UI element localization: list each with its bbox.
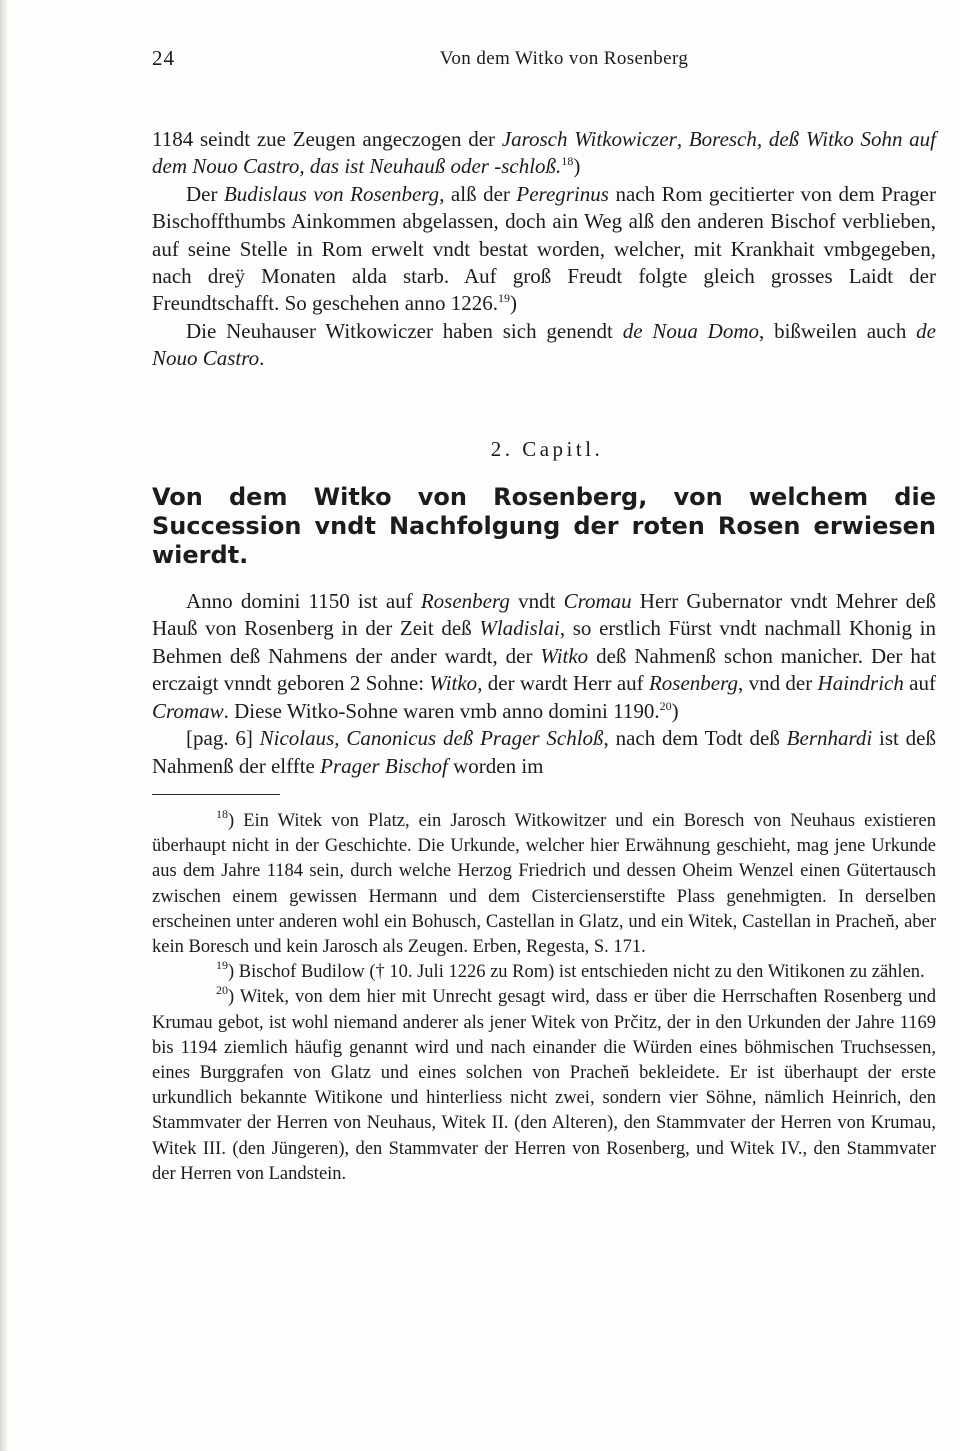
text-run: auf [903,671,936,696]
text-run: ) Ein Witek von Platz, ein Jarosch Witkowitzer und ein Boresch von Neuhaus existieren überhaupt nicht in der Geschichte. Die Urkunde, welcher hier Erwähnung geschieht, mag jene Urkunde aus dem Jahre 1184 sein, durch welche Herzog Friedrich und dessen Oheim Wenzel einen Gütertausch zwischen einem gewissen Hermann und dem Cistercienserstifte Plass genehmigten. In derselben erscheinen unter anderen wohl ein Bohusch, Castellan in Glatz, und ein Witek, Castellan in Prachen̆, aber kein Boresch und kein Jarosch als Zeugen. Erben, Regesta, S. 171. [152,810,936,957]
paragraph [152,318,936,373]
footnote-ref: 19 [216,958,228,973]
italic-run: Peregrinus [516,181,609,206]
text-run: ) Witek, von dem hier mit Unrecht gesagt wird, dass er über die Herrschaften Rosenberg und Krumau gebot, ist wohl niemand anderer als jener Witek von Prčitz, der in den Urkunden der Jahre 1169 bis 1194 ziemlich häufig genannt wird und nach einander die Würden eines böhmischen Truchsessen, eines Burggrafen von Glatz und eines solchen von Prachen̆ bekleidete. Er ist überhaupt der erste urkundlich bekannte Witikone und hinterliess nicht zwei, sondern vier Söhne, nämlich Heinrich, den Stammvater der Herren von Neuhaus, Witek II. (den Alteren), den Stammvater der Herren von Krumau, Witek III. (den Jüngeren), den Stammvater der Herren von Rosenberg, und Witek IV., den Stammvater der Herren von Landstein. [152,987,936,1184]
text-run: Die Neuhauser Witkowiczer haben sich genendt [186,318,623,343]
paragraph [152,126,936,181]
text-run: ) [510,291,518,316]
footnote-ref: 18 [561,154,574,169]
italic-run: de Nouo Castro [152,318,936,371]
text-run: Herr Gubernator vndt Mehrer deß Hauß von Rosenberg in der Zeit deß [152,589,936,641]
text-run: deß Nahmenß schon manicher. Der hat erczaigt vnndt geboren 2 Sohne: [152,643,936,696]
text-run: 1184 seindt zue Zeugen angeczogen der [152,127,502,151]
running-title: Von dem Witko von Rosenberg [439,48,689,69]
italic-run: de Noua Domo [622,318,759,343]
text-run: , der wardt Herr auf [477,671,649,696]
book-page [152,40,936,1187]
text-run: . Diese Witko-Sohne waren vmb anno domini 1190. [223,698,660,723]
footnote-divider [152,794,280,795]
text-run: vndt [509,589,564,614]
paragraph [152,725,936,780]
footnote [152,806,936,960]
footnote-ref: 20 [659,698,672,713]
text-run: , nach dem Todt deß [603,726,787,751]
body-text [152,126,936,780]
footnotes [152,806,936,1187]
italic-run: Bernhardi [786,726,873,751]
italic-run: Boresch, deß Witko Sohn auf dem Nouo Castro, das ist Neuhauß oder -schloß. [152,127,937,179]
italic-run: Budislaus von Rosenberg [223,181,440,206]
chapter-title: Von dem Witko von Rosenberg, von welchem die Succession vndt Nachfolgung der roten Rosen erwiesen wierdt. [152,483,936,570]
text-run: , bißweilen auch [759,318,917,343]
running-head [152,40,936,80]
text-run: worden im [447,753,544,778]
text-run: . [259,346,265,371]
italic-run: Cromau [563,589,632,614]
italic-run: Haindrich [817,671,904,696]
text-run: Der [186,181,224,206]
footnote-ref: 19 [498,291,511,306]
italic-run: Witko [429,671,478,696]
italic-run: Cromaw [152,698,224,723]
italic-run: Witko [540,643,589,668]
text-run: ) Bischof Budilow († 10. Juli 1226 zu Rom) ist entschieden nicht zu den Witikonen zu zählen. [228,962,925,983]
paragraph [152,588,936,725]
footnote-ref: 18 [216,806,228,821]
page-edge [0,0,8,1451]
text-run: , alß der [439,181,517,206]
text-run: , vnd der [738,671,818,696]
text-run: nach Rom gecitierter von dem Prager Bischoffthumbs Ainkommen abgelassen, doch ain Weg alß den anderen Bischof verblieben, auf seine Stelle in Rom erwelt vndt bestat worden, welcher, mit Krankhait vmbgegeben, nach dreÿ Monaten alda starb. Auf groß Freudt folgte gleich grosses Laidt der Freundtschafft. So geschehen anno 1226. [152,181,936,316]
italic-run: Jarosch Witkowiczer [501,127,677,151]
italic-run: Rosenberg [420,589,510,614]
text-run: ) [671,698,679,723]
chapter-number: 2. Capitl. [490,436,604,461]
text-run: , [676,127,689,151]
paragraph [152,181,936,318]
footnote [152,960,936,985]
footnote-ref: 20 [216,983,228,998]
footnote [152,985,936,1187]
page-number: 24 [152,46,175,70]
italic-run: Rosenberg [648,671,738,696]
text-run: Anno domini 1150 ist auf [186,589,421,614]
text-run: ist deß Nahmenß der elffte [152,726,936,778]
italic-run: Prager Bischof [320,753,448,778]
text-run: [pag. 6] [186,726,260,751]
italic-run: Nicolaus, Canonicus deß Prager Schloß [259,726,604,751]
italic-run: Wladislai [479,616,560,641]
text-run: ) [573,154,581,179]
text-run: , so erstlich Fürst vndt nachmall Khonig in Behmen deß Nahmens der ander wardt, der [152,616,937,668]
